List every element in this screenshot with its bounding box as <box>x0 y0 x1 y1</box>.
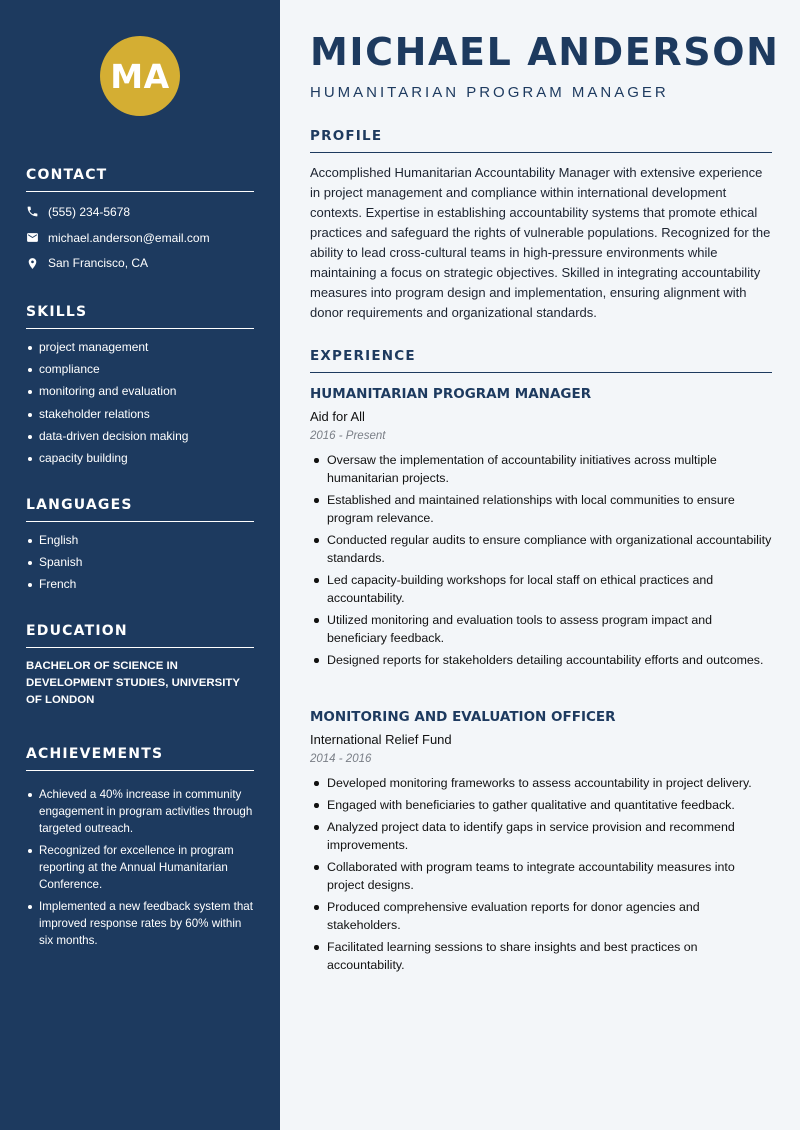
sidebar <box>0 0 280 1130</box>
languages-list <box>26 532 254 599</box>
profile-text: Accomplished Humanitarian Accountability Manager with extensive experience in project management and compliance within international development contexts. Expertise in establishing accountability systems that promote ethical practices and safeguard the rights of vulnerable populations. Recognized for the ability to lead cross-cultural teams in high-pressure environments while maintaining a focus on strategic objectives. Skilled in integrating accountability measures into program design and implementation, ensuring alignment with donor requirements and organizational standards. <box>310 165 771 320</box>
languages-heading: LANGUAGES <box>26 497 254 522</box>
initials-avatar: MA <box>100 36 180 116</box>
skills-list <box>26 339 254 472</box>
skill-item: stakeholder relations <box>26 406 254 428</box>
experience-heading: EXPERIENCE <box>310 348 772 373</box>
phone-icon <box>26 205 48 218</box>
contact-phone[interactable] <box>26 199 254 225</box>
education-heading: EDUCATION <box>26 623 254 648</box>
job-bullet: Facilitated learning sessions to share insights and best practices on accountability. <box>310 938 772 974</box>
contact-phone-text: (555) 234-5678 <box>48 204 131 219</box>
skill-item: compliance <box>26 361 254 383</box>
education-degree: BACHELOR OF SCIENCE IN DEVELOPMENT STUDIES, UNIVERSITY OF LONDON <box>26 660 240 706</box>
contact-location <box>26 250 254 276</box>
job-dates: 2016 - Present <box>310 430 386 442</box>
job-company: International Relief Fund <box>310 732 452 747</box>
contact-email-text: michael.anderson@email.com <box>48 230 210 245</box>
skill-item: project management <box>26 339 254 361</box>
language-item: Spanish <box>26 554 254 576</box>
skill-item: monitoring and evaluation <box>26 383 254 405</box>
candidate-name: MICHAEL ANDERSON <box>310 30 780 74</box>
achievement-item: Achieved a 40% increase in community engagement in program activities through targeted outreach. <box>26 786 254 837</box>
language-item: English <box>26 532 254 554</box>
contact-heading: CONTACT <box>26 167 254 192</box>
job-bullet: Collaborated with program teams to integrate accountability measures into project designs. <box>310 858 772 894</box>
job-bullet: Oversaw the implementation of accountability initiatives across multiple humanitarian projects. <box>310 451 772 487</box>
achievement-item: Recognized for excellence in program reporting at the Annual Humanitarian Conference. <box>26 842 254 893</box>
achievements-heading: ACHIEVEMENTS <box>26 746 254 771</box>
job-bullet: Produced comprehensive evaluation reports for donor agencies and stakeholders. <box>310 898 772 934</box>
job-bullet: Conducted regular audits to ensure compliance with organizational accountability standards. <box>310 531 772 567</box>
job-bullet: Designed reports for stakeholders detailing accountability efforts and outcomes. <box>310 651 772 669</box>
job-dates: 2014 - 2016 <box>310 753 372 765</box>
job-bullet: Developed monitoring frameworks to assess accountability in project delivery. <box>310 774 772 792</box>
job-entry <box>310 709 772 978</box>
language-item: French <box>26 576 254 598</box>
job-bullets <box>310 451 772 669</box>
contact-location-text: San Francisco, CA <box>48 256 149 271</box>
contact-email[interactable] <box>26 225 254 251</box>
profile-heading: PROFILE <box>310 128 772 153</box>
job-bullet: Analyzed project data to identify gaps in service provision and recommend improvements. <box>310 818 772 854</box>
job-role: MONITORING AND EVALUATION OFFICER <box>310 709 616 725</box>
email-icon <box>26 231 48 244</box>
skill-item: data-driven decision making <box>26 428 254 450</box>
achievement-item: Implemented a new feedback system that improved response rates by 60% within six months. <box>26 898 254 949</box>
skills-heading: SKILLS <box>26 304 254 329</box>
job-role: HUMANITARIAN PROGRAM MANAGER <box>310 386 592 402</box>
job-bullet: Led capacity-building workshops for local staff on ethical practices and accountability. <box>310 571 772 607</box>
job-bullet: Established and maintained relationships with local communities to ensure program relevance. <box>310 491 772 527</box>
contact-section <box>26 167 254 276</box>
job-bullets <box>310 774 772 974</box>
job-bullet: Engaged with beneficiaries to gather qualitative and quantitative feedback. <box>310 796 772 814</box>
achievements-list <box>26 786 254 949</box>
candidate-title: HUMANITARIAN PROGRAM MANAGER <box>310 84 669 101</box>
job-entry <box>310 386 772 673</box>
location-pin-icon <box>26 257 48 270</box>
education-section <box>26 623 254 709</box>
languages-section <box>26 497 254 599</box>
job-bullet: Utilized monitoring and evaluation tools to assess program impact and beneficiary feedback. <box>310 611 772 647</box>
job-company: Aid for All <box>310 409 365 424</box>
achievements-section <box>26 746 254 954</box>
skill-item: capacity building <box>26 450 254 472</box>
skills-section <box>26 304 254 472</box>
